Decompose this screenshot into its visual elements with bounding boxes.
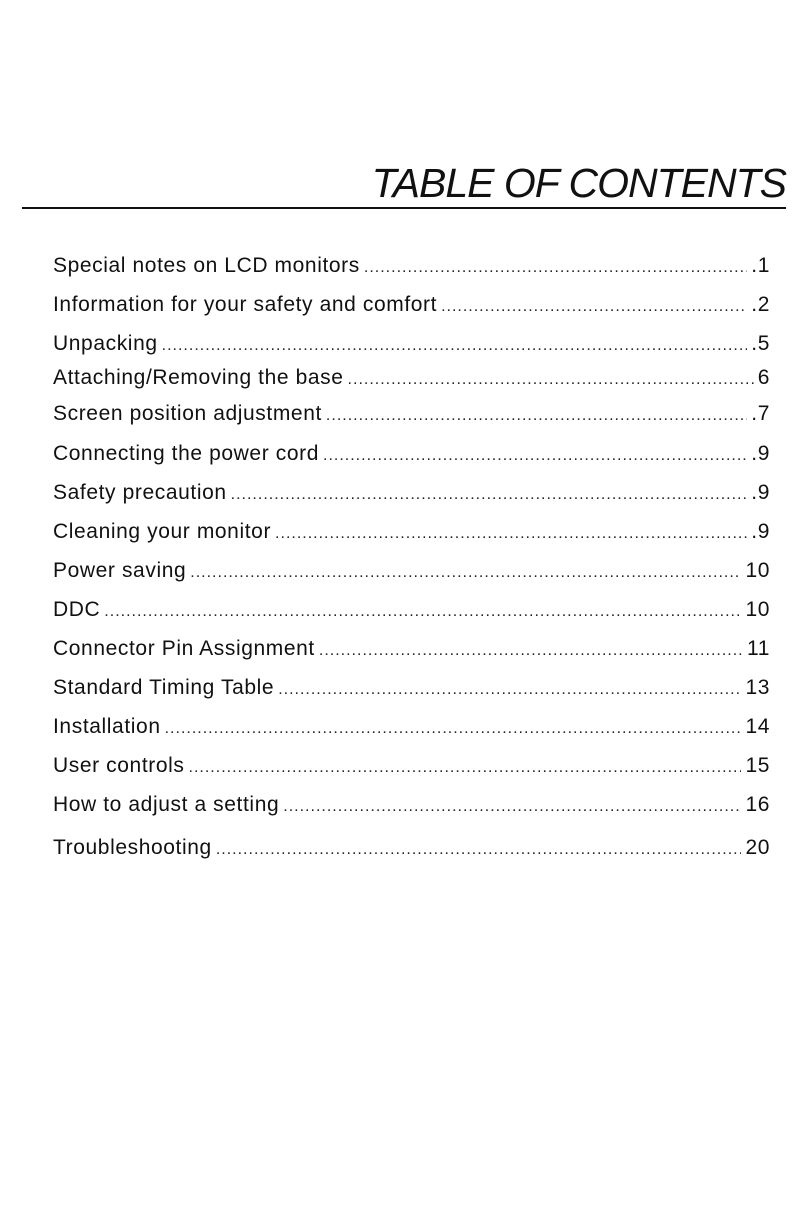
toc-entry-power-saving[interactable] [53, 555, 770, 587]
dot-leader [231, 479, 748, 509]
toc-entry-label: Connecting the power cord [53, 442, 319, 465]
dot-leader [348, 364, 754, 394]
toc-entry-page: 13 [745, 676, 770, 699]
dot-leader [323, 440, 747, 470]
toc-entry-screen-position[interactable] [53, 398, 770, 430]
toc-entry-page: .2 [751, 293, 770, 316]
title-divider [22, 207, 786, 209]
toc-entry-user-controls[interactable] [53, 750, 770, 782]
toc-entry-label: Information for your safety and comfort [53, 293, 438, 316]
toc-entry-label: Standard Timing Table [53, 676, 275, 699]
toc-entry-page: 10 [745, 598, 770, 621]
dot-leader [326, 400, 747, 430]
toc-entry-label: Troubleshooting [53, 836, 212, 859]
toc-entry-safety-comfort[interactable] [53, 289, 770, 321]
toc-entry-label: DDC [53, 598, 101, 621]
toc-entry-special-notes[interactable] [53, 250, 770, 282]
dot-leader [278, 674, 741, 704]
dot-leader [189, 752, 742, 782]
toc-entry-safety-precaution[interactable] [53, 477, 770, 509]
toc-entry-power-cord[interactable] [53, 438, 770, 470]
toc-entry-cleaning[interactable] [53, 516, 770, 548]
toc-entry-page: 15 [745, 754, 770, 777]
toc-entry-page: .1 [751, 254, 770, 277]
toc-entry-label: Cleaning your monitor [53, 520, 272, 543]
toc-entry-page: 11 [747, 637, 770, 660]
toc-entry-page: .9 [751, 520, 770, 543]
dot-leader [216, 834, 742, 864]
dot-leader [104, 596, 741, 626]
toc-entry-timing-table[interactable] [53, 672, 770, 704]
toc-entry-page: .9 [751, 481, 770, 504]
toc-entry-page: .9 [751, 442, 770, 465]
dot-leader [190, 557, 741, 587]
toc-entry-label: Unpacking [53, 332, 158, 355]
toc-entry-connector-pins[interactable] [53, 633, 770, 665]
dot-leader [283, 791, 741, 821]
toc-entry-label: Power saving [53, 559, 187, 582]
dot-leader [319, 635, 743, 665]
toc-entry-page: .5 [751, 332, 770, 355]
toc-entry-unpacking[interactable] [53, 328, 770, 360]
toc-entry-page: 14 [745, 715, 770, 738]
toc-entry-page: 16 [745, 793, 770, 816]
toc-entry-label: User controls [53, 754, 185, 777]
toc-entry-label: Connector Pin Assignment [53, 637, 315, 660]
dot-leader [162, 330, 748, 360]
toc-entry-label: Installation [53, 715, 161, 738]
toc-entry-adjust-setting[interactable] [53, 789, 770, 821]
toc-entry-installation[interactable] [53, 711, 770, 743]
toc-entry-label: Safety precaution [53, 481, 227, 504]
toc-entry-label: Special notes on LCD monitors [53, 254, 360, 277]
toc-entry-page: 20 [745, 836, 770, 859]
dot-leader [275, 518, 747, 548]
dot-leader [364, 252, 747, 282]
page-title: TABLE OF CONTENTS [371, 160, 786, 206]
toc-entry-page: .7 [751, 402, 770, 425]
toc-entry-page: 6 [757, 366, 770, 389]
dot-leader [165, 713, 742, 743]
toc-entry-attaching-base[interactable] [53, 362, 770, 394]
toc-entry-ddc[interactable] [53, 594, 770, 626]
dot-leader [441, 291, 747, 321]
toc-entry-label: Screen position adjustment [53, 402, 322, 425]
toc-entry-page: 10 [745, 559, 770, 582]
toc-entry-troubleshooting[interactable] [53, 832, 770, 864]
toc-entry-label: How to adjust a setting [53, 793, 280, 816]
toc-entry-label: Attaching/Removing the base [53, 366, 344, 389]
